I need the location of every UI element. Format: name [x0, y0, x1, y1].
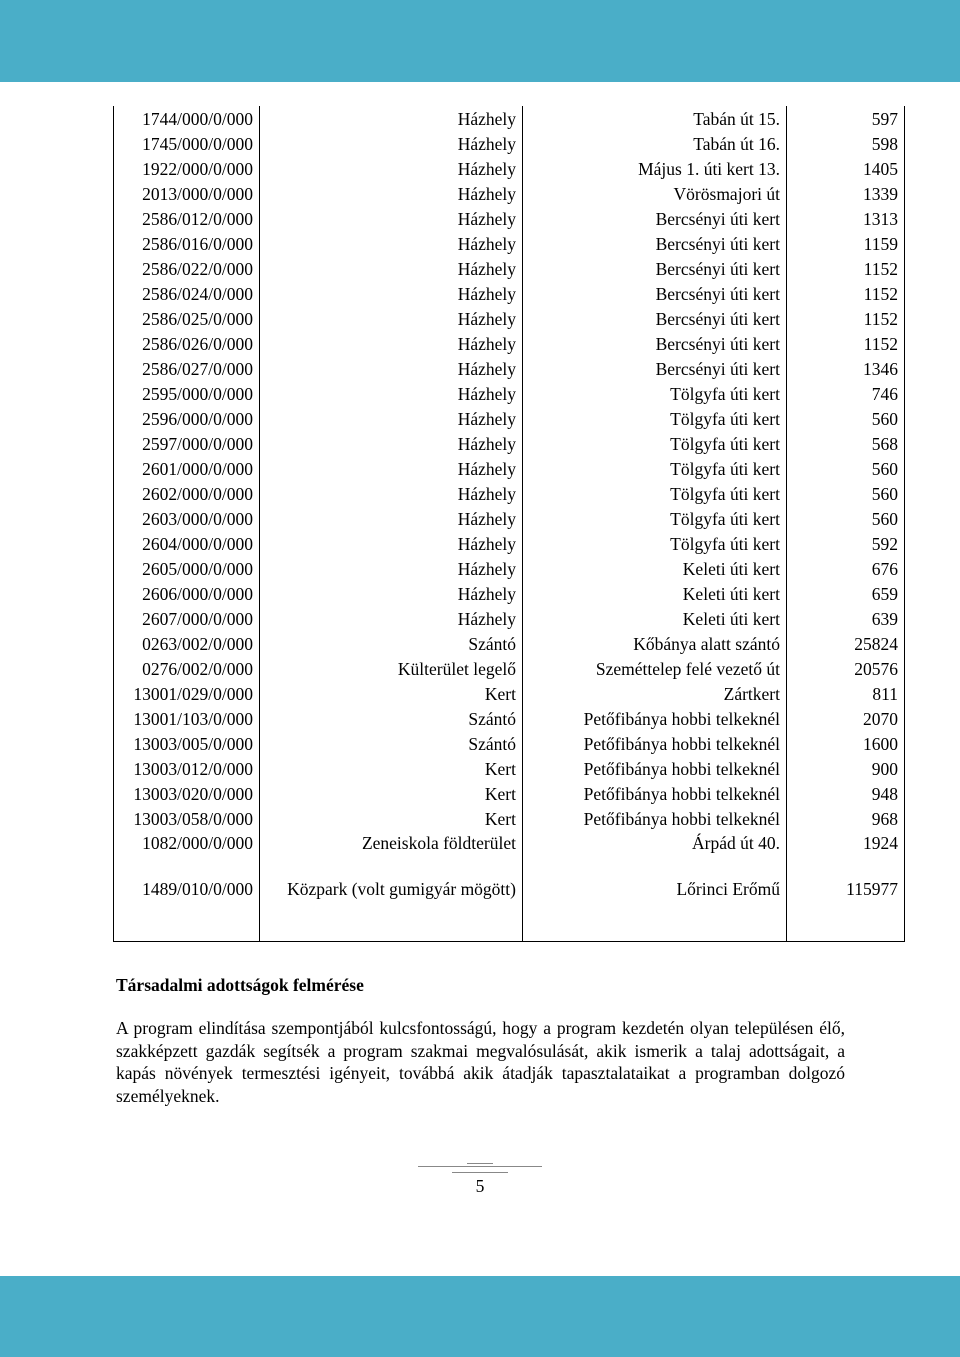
table-row	[114, 306, 905, 331]
parcel-id-cell: 1744/000/0/000	[114, 106, 260, 131]
area-cell: 568	[787, 431, 905, 456]
area-cell: 592	[787, 531, 905, 556]
table-row	[114, 156, 905, 181]
location-cell: Petőfibánya hobbi telkeknél	[523, 806, 787, 831]
location-cell: Zártkert	[523, 681, 787, 706]
area-cell: 1339	[787, 181, 905, 206]
section-heading: Társadalmi adottságok felmérése	[116, 975, 364, 995]
location-cell: Petőfibánya hobbi telkeknél	[523, 781, 787, 806]
location-cell: Bercsényi úti kert	[523, 306, 787, 331]
table-row	[114, 806, 905, 831]
location-cell: Keleti úti kert	[523, 581, 787, 606]
parcel-id-cell: 1745/000/0/000	[114, 131, 260, 156]
land-use-cell: Házhely	[260, 231, 523, 256]
table-row	[114, 381, 905, 406]
area-cell: 560	[787, 406, 905, 431]
land-use-cell: Kert	[260, 681, 523, 706]
land-use-cell: Kert	[260, 806, 523, 831]
header-band	[0, 0, 960, 82]
table-row	[114, 331, 905, 356]
area-cell: 2070	[787, 706, 905, 731]
parcel-id-cell: 2586/022/0/000	[114, 256, 260, 281]
land-use-cell: Házhely	[260, 506, 523, 531]
table-row	[114, 256, 905, 281]
table-row	[114, 606, 905, 631]
land-use-cell: Szántó	[260, 706, 523, 731]
location-cell: Bercsényi úti kert	[523, 281, 787, 306]
parcel-id-cell: 13001/103/0/000	[114, 706, 260, 731]
location-cell: Petőfibánya hobbi telkeknél	[523, 731, 787, 756]
land-use-cell: Házhely	[260, 381, 523, 406]
parcel-id-cell: 2601/000/0/000	[114, 456, 260, 481]
land-use-cell: Házhely	[260, 556, 523, 581]
table-row	[114, 206, 905, 231]
location-cell: Szeméttelep felé vezető út	[523, 656, 787, 681]
area-cell: 676	[787, 556, 905, 581]
area-cell: 659	[787, 581, 905, 606]
land-use-cell: Házhely	[260, 281, 523, 306]
parcel-id-cell: 2586/012/0/000	[114, 206, 260, 231]
land-use-cell: Házhely	[260, 131, 523, 156]
table-row	[114, 556, 905, 581]
land-use-cell: Házhely	[260, 256, 523, 281]
area-cell: 560	[787, 481, 905, 506]
parcel-id-cell: 2597/000/0/000	[114, 431, 260, 456]
location-cell: Bercsényi úti kert	[523, 206, 787, 231]
table-row	[114, 131, 905, 156]
parcel-id-cell: 2596/000/0/000	[114, 406, 260, 431]
table-row	[114, 281, 905, 306]
table-row	[114, 481, 905, 506]
table-row	[114, 231, 905, 256]
parcel-id-cell: 2605/000/0/000	[114, 556, 260, 581]
location-cell: Keleti úti kert	[523, 606, 787, 631]
section-paragraph: A program elindítása szempontjából kulcsfontosságú, hogy a program kezdetén olyan településen élő, szakképzett gazdák segítsék a program szakmai megvalósulását, akik ismerik a talaj adottságait, a kapás növények termesztési igényeit, továbbá akik átadják tapasztalataikat a programban dolgozó személyeknek.	[116, 1018, 845, 1106]
footer-band	[0, 1276, 960, 1357]
land-use-cell: Házhely	[260, 106, 523, 131]
area-cell: 1600	[787, 731, 905, 756]
location-cell: Tölgyfa úti kert	[523, 531, 787, 556]
parcel-id-cell: 13003/012/0/000	[114, 756, 260, 781]
land-use-cell: Házhely	[260, 606, 523, 631]
table-row	[114, 581, 905, 606]
parcel-id-cell: 2603/000/0/000	[114, 506, 260, 531]
parcel-id-cell: 2602/000/0/000	[114, 481, 260, 506]
table-row	[114, 431, 905, 456]
location-cell: Tölgyfa úti kert	[523, 431, 787, 456]
parcel-id-cell: 2607/000/0/000	[114, 606, 260, 631]
area-cell: 639	[787, 606, 905, 631]
location-cell: Tölgyfa úti kert	[523, 506, 787, 531]
location-cell: Tölgyfa úti kert	[523, 381, 787, 406]
location-cell: Petőfibánya hobbi telkeknél	[523, 756, 787, 781]
parcel-id-cell: 13001/029/0/000	[114, 681, 260, 706]
location-cell: Bercsényi úti kert	[523, 356, 787, 381]
location-cell: Petőfibánya hobbi telkeknél	[523, 706, 787, 731]
area-cell: 25824	[787, 631, 905, 656]
area-cell: 811	[787, 681, 905, 706]
parcel-id-cell: 13003/058/0/000	[114, 806, 260, 831]
table-row	[114, 756, 905, 781]
parcel-id-cell: 0276/002/0/000	[114, 656, 260, 681]
area-cell: 1313	[787, 206, 905, 231]
land-use-cell: Kert	[260, 781, 523, 806]
area-cell: 1924	[787, 831, 905, 873]
location-cell: Lőrinci Erőmű	[523, 873, 787, 942]
land-use-cell: Házhely	[260, 456, 523, 481]
location-cell: Tabán út 15.	[523, 106, 787, 131]
area-cell: 1405	[787, 156, 905, 181]
location-cell: Kőbánya alatt szántó	[523, 631, 787, 656]
location-cell: Tölgyfa úti kert	[523, 481, 787, 506]
table-row	[114, 356, 905, 381]
land-use-cell: Házhely	[260, 331, 523, 356]
parcel-id-cell: 1082/000/0/000	[114, 831, 260, 873]
area-cell: 115977	[787, 873, 905, 942]
location-cell: Vörösmajori út	[523, 181, 787, 206]
area-cell: 1152	[787, 256, 905, 281]
area-cell: 560	[787, 506, 905, 531]
parcel-id-cell: 2595/000/0/000	[114, 381, 260, 406]
area-cell: 598	[787, 131, 905, 156]
land-use-cell: Házhely	[260, 531, 523, 556]
table-row	[114, 456, 905, 481]
table-row	[114, 406, 905, 431]
land-use-cell: Házhely	[260, 406, 523, 431]
land-use-cell: Szántó	[260, 731, 523, 756]
footer-rule-mid	[452, 1172, 508, 1173]
area-cell: 560	[787, 456, 905, 481]
area-cell: 20576	[787, 656, 905, 681]
location-cell: Május 1. úti kert 13.	[523, 156, 787, 181]
land-use-cell: Külterület legelő	[260, 656, 523, 681]
land-use-cell: Házhely	[260, 431, 523, 456]
table-row	[114, 506, 905, 531]
land-use-cell: Közpark (volt gumigyár mögött)	[260, 873, 523, 942]
location-cell: Tölgyfa úti kert	[523, 456, 787, 481]
land-use-cell: Házhely	[260, 581, 523, 606]
parcel-id-cell: 2586/016/0/000	[114, 231, 260, 256]
area-cell: 968	[787, 806, 905, 831]
area-cell: 1159	[787, 231, 905, 256]
parcel-id-cell: 2586/027/0/000	[114, 356, 260, 381]
location-cell: Tabán út 16.	[523, 131, 787, 156]
table-row	[114, 631, 905, 656]
parcel-id-cell: 1922/000/0/000	[114, 156, 260, 181]
area-cell: 1152	[787, 306, 905, 331]
land-use-cell: Házhely	[260, 356, 523, 381]
table-row	[114, 106, 905, 131]
land-use-cell: Házhely	[260, 206, 523, 231]
location-cell: Bercsényi úti kert	[523, 231, 787, 256]
land-use-cell: Zeneiskola földterület	[260, 831, 523, 873]
location-cell: Keleti úti kert	[523, 556, 787, 581]
parcel-table	[113, 106, 905, 942]
land-use-cell: Házhely	[260, 156, 523, 181]
parcel-id-cell: 2586/024/0/000	[114, 281, 260, 306]
area-cell: 948	[787, 781, 905, 806]
parcel-table-body	[114, 106, 905, 942]
parcel-id-cell: 13003/005/0/000	[114, 731, 260, 756]
parcel-id-cell: 13003/020/0/000	[114, 781, 260, 806]
location-cell: Bercsényi úti kert	[523, 331, 787, 356]
land-use-cell: Házhely	[260, 181, 523, 206]
land-use-cell: Szántó	[260, 631, 523, 656]
land-use-cell: Házhely	[260, 306, 523, 331]
parcel-id-cell: 2606/000/0/000	[114, 581, 260, 606]
table-row	[114, 531, 905, 556]
location-cell: Tölgyfa úti kert	[523, 406, 787, 431]
area-cell: 900	[787, 756, 905, 781]
table-row	[114, 873, 905, 942]
parcel-id-cell: 2586/026/0/000	[114, 331, 260, 356]
table-row	[114, 681, 905, 706]
land-use-cell: Házhely	[260, 481, 523, 506]
table-row	[114, 656, 905, 681]
table-row	[114, 706, 905, 731]
location-cell: Árpád út 40.	[523, 831, 787, 873]
parcel-id-cell: 2013/000/0/000	[114, 181, 260, 206]
area-cell: 1346	[787, 356, 905, 381]
table-row	[114, 831, 905, 873]
table-row	[114, 731, 905, 756]
footer-rule-short	[467, 1163, 493, 1164]
page-number: 5	[475, 1176, 485, 1196]
area-cell: 1152	[787, 281, 905, 306]
table-row	[114, 181, 905, 206]
parcel-id-cell: 0263/002/0/000	[114, 631, 260, 656]
footer-rule	[418, 1166, 542, 1167]
area-cell: 746	[787, 381, 905, 406]
table-row	[114, 781, 905, 806]
area-cell: 597	[787, 106, 905, 131]
land-use-cell: Kert	[260, 756, 523, 781]
parcel-id-cell: 2604/000/0/000	[114, 531, 260, 556]
location-cell: Bercsényi úti kert	[523, 256, 787, 281]
parcel-id-cell: 1489/010/0/000	[114, 873, 260, 942]
parcel-id-cell: 2586/025/0/000	[114, 306, 260, 331]
area-cell: 1152	[787, 331, 905, 356]
